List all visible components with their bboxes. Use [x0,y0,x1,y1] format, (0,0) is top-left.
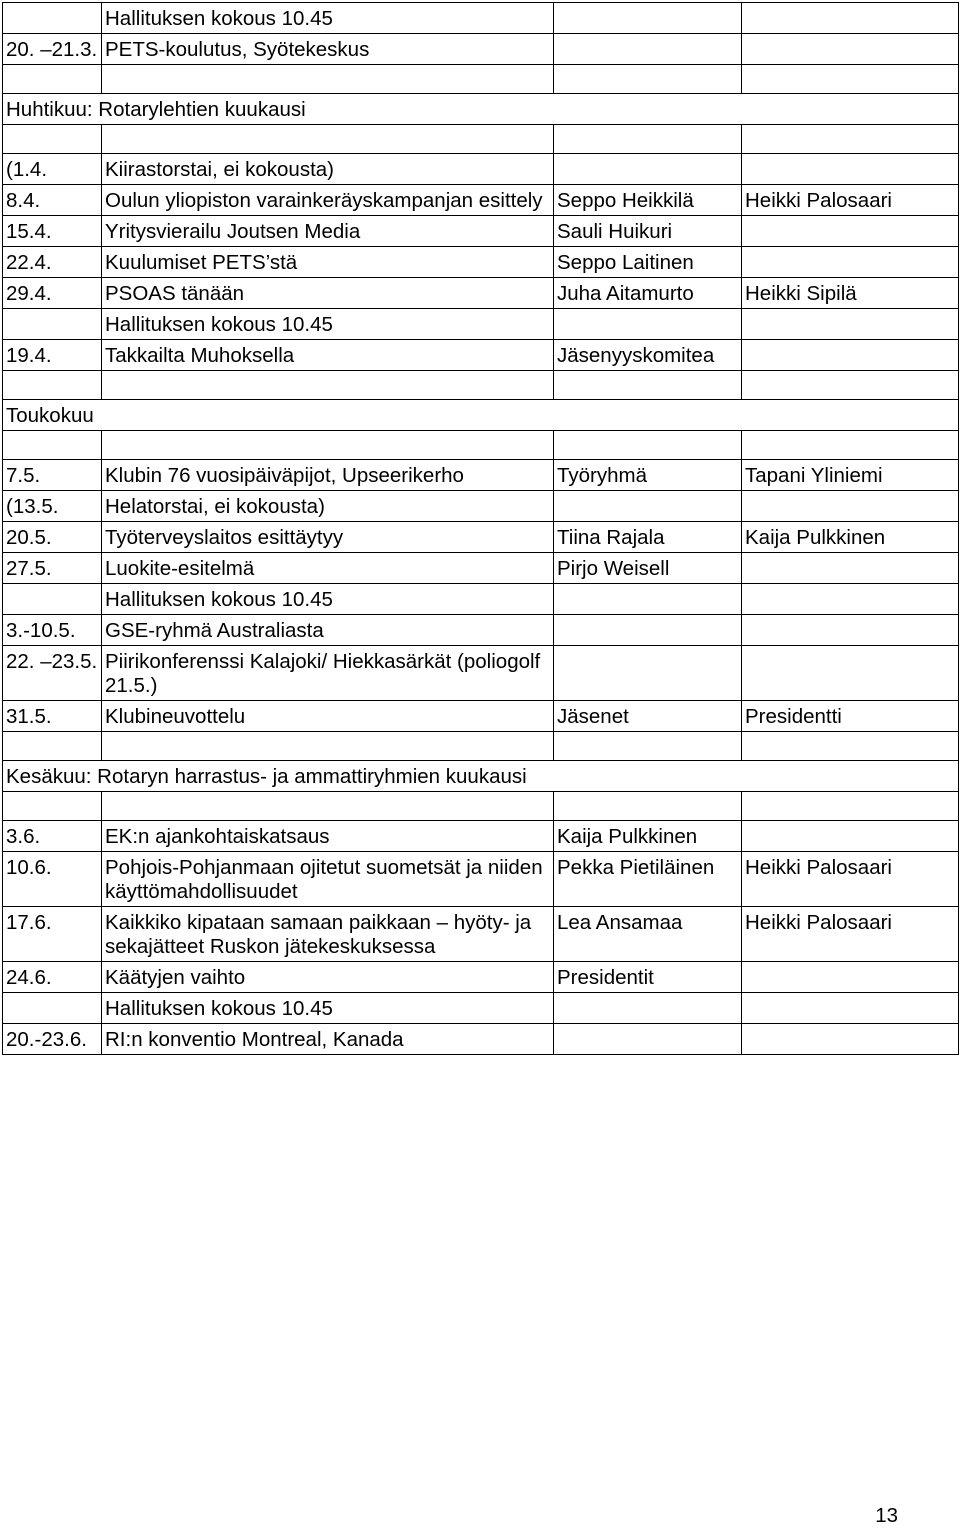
host-cell: Työryhmä [554,460,742,491]
month-heading: Huhtikuu: Rotarylehtien kuukausi [3,94,959,125]
event-cell: Käätyjen vaihto [102,962,554,993]
schedule-row [3,34,959,65]
schedule-body [3,3,959,1055]
schedule-row [3,821,959,852]
schedule-row [3,907,959,962]
blank-cell [554,431,742,460]
date-cell: 27.5. [3,553,102,584]
event-cell: GSE-ryhmä Australiasta [102,615,554,646]
schedule-row [3,701,959,732]
schedule-row [3,278,959,309]
intro-cell [742,491,959,522]
event-cell: Helatorstai, ei kokousta) [102,491,554,522]
host-cell: Presidentit [554,962,742,993]
date-cell [3,309,102,340]
host-cell [554,491,742,522]
event-cell: Takkailta Muhoksella [102,340,554,371]
host-cell [554,3,742,34]
event-cell: Klubin 76 vuosipäiväpijot, Upseerikerho [102,460,554,491]
schedule-row [3,993,959,1024]
blank-cell [102,65,554,94]
schedule-row [3,154,959,185]
date-cell: 10.6. [3,852,102,907]
host-cell: Juha Aitamurto [554,278,742,309]
host-cell: Pirjo Weisell [554,553,742,584]
date-cell: 20.-23.6. [3,1024,102,1055]
schedule-row [3,1024,959,1055]
intro-cell: Kaija Pulkkinen [742,522,959,553]
blank-row [3,65,959,94]
date-cell: 7.5. [3,460,102,491]
date-cell: 19.4. [3,340,102,371]
event-cell: Työterveyslaitos esittäytyy [102,522,554,553]
event-cell: Kuulumiset PETS’stä [102,247,554,278]
host-cell: Pekka Pietiläinen [554,852,742,907]
intro-cell: Heikki Sipilä [742,278,959,309]
page-number: 13 [875,1504,898,1527]
event-cell: Luokite-esitelmä [102,553,554,584]
host-cell: Seppo Laitinen [554,247,742,278]
host-cell: Seppo Heikkilä [554,185,742,216]
blank-cell [742,65,959,94]
host-cell [554,1024,742,1055]
date-cell [3,584,102,615]
schedule-row [3,185,959,216]
date-cell: 24.6. [3,962,102,993]
date-cell: 3.-10.5. [3,615,102,646]
blank-cell [3,732,102,761]
date-cell: 29.4. [3,278,102,309]
schedule-row [3,309,959,340]
event-cell: Kiirastorstai, ei kokousta) [102,154,554,185]
event-cell: Klubineuvottelu [102,701,554,732]
event-cell: Hallituksen kokous 10.45 [102,3,554,34]
schedule-row [3,247,959,278]
host-cell: Jäsenet [554,701,742,732]
event-cell: PSOAS tänään [102,278,554,309]
intro-cell [742,154,959,185]
date-cell: 31.5. [3,701,102,732]
host-cell [554,584,742,615]
date-cell: 15.4. [3,216,102,247]
intro-cell [742,821,959,852]
schedule-row [3,615,959,646]
intro-cell [742,615,959,646]
intro-cell [742,247,959,278]
date-cell [3,3,102,34]
schedule-table [2,2,959,1055]
schedule-row [3,553,959,584]
blank-row [3,732,959,761]
event-cell: PETS-koulutus, Syötekeskus [102,34,554,65]
event-cell: Kaikkiko kipataan samaan paikkaan – hyöty- ja sekajätteet Ruskon jätekeskuksessa [102,907,554,962]
schedule-row [3,522,959,553]
event-cell: Pohjois-Pohjanmaan ojitetut suometsät ja niiden käyttömahdollisuudet [102,852,554,907]
intro-cell [742,34,959,65]
intro-cell: Heikki Palosaari [742,907,959,962]
blank-cell [554,65,742,94]
blank-cell [3,125,102,154]
blank-cell [102,431,554,460]
blank-cell [102,792,554,821]
schedule-row [3,584,959,615]
month-heading-row [3,400,959,431]
date-cell [3,993,102,1024]
host-cell [554,646,742,701]
blank-cell [742,732,959,761]
blank-row [3,371,959,400]
intro-cell [742,993,959,1024]
intro-cell [742,584,959,615]
intro-cell: Heikki Palosaari [742,852,959,907]
host-cell: Kaija Pulkkinen [554,821,742,852]
event-cell: RI:n konventio Montreal, Kanada [102,1024,554,1055]
schedule-row [3,460,959,491]
date-cell: 22.4. [3,247,102,278]
date-cell: (13.5. [3,491,102,522]
blank-row [3,792,959,821]
blank-row [3,125,959,154]
blank-cell [742,125,959,154]
event-cell: Hallituksen kokous 10.45 [102,584,554,615]
blank-cell [554,125,742,154]
date-cell: (1.4. [3,154,102,185]
date-cell: 20.5. [3,522,102,553]
blank-cell [102,371,554,400]
host-cell: Sauli Huikuri [554,216,742,247]
schedule-row [3,216,959,247]
intro-cell [742,216,959,247]
host-cell [554,34,742,65]
schedule-row [3,646,959,701]
host-cell [554,154,742,185]
host-cell [554,309,742,340]
blank-cell [3,371,102,400]
intro-cell [742,3,959,34]
blank-cell [742,792,959,821]
blank-cell [3,792,102,821]
blank-cell [554,792,742,821]
month-heading-row [3,94,959,125]
host-cell: Jäsenyyskomitea [554,340,742,371]
intro-cell [742,340,959,371]
month-heading-row [3,761,959,792]
date-cell: 3.6. [3,821,102,852]
blank-cell [3,431,102,460]
intro-cell: Heikki Palosaari [742,185,959,216]
intro-cell [742,553,959,584]
schedule-row [3,340,959,371]
schedule-row [3,3,959,34]
date-cell: 8.4. [3,185,102,216]
month-heading: Kesäkuu: Rotaryn harrastus- ja ammattiryhmien kuukausi [3,761,959,792]
intro-cell: Tapani Yliniemi [742,460,959,491]
event-cell: Piirikonferenssi Kalajoki/ Hiekkasärkät (poliogolf 21.5.) [102,646,554,701]
host-cell: Tiina Rajala [554,522,742,553]
event-cell: Hallituksen kokous 10.45 [102,993,554,1024]
intro-cell [742,646,959,701]
intro-cell [742,309,959,340]
host-cell [554,993,742,1024]
schedule-row [3,852,959,907]
blank-cell [554,732,742,761]
blank-cell [102,125,554,154]
blank-row [3,431,959,460]
month-heading: Toukokuu [3,400,959,431]
blank-cell [742,371,959,400]
event-cell: Yritysvierailu Joutsen Media [102,216,554,247]
event-cell: EK:n ajankohtaiskatsaus [102,821,554,852]
blank-cell [554,371,742,400]
blank-cell [3,65,102,94]
host-cell: Lea Ansamaa [554,907,742,962]
schedule-row [3,962,959,993]
blank-cell [102,732,554,761]
blank-cell [742,431,959,460]
intro-cell [742,962,959,993]
date-cell: 22. –23.5. [3,646,102,701]
date-cell: 20. –21.3. [3,34,102,65]
event-cell: Oulun yliopiston varainkeräyskampanjan esittely [102,185,554,216]
date-cell: 17.6. [3,907,102,962]
host-cell [554,615,742,646]
intro-cell [742,1024,959,1055]
intro-cell: Presidentti [742,701,959,732]
schedule-row [3,491,959,522]
event-cell: Hallituksen kokous 10.45 [102,309,554,340]
